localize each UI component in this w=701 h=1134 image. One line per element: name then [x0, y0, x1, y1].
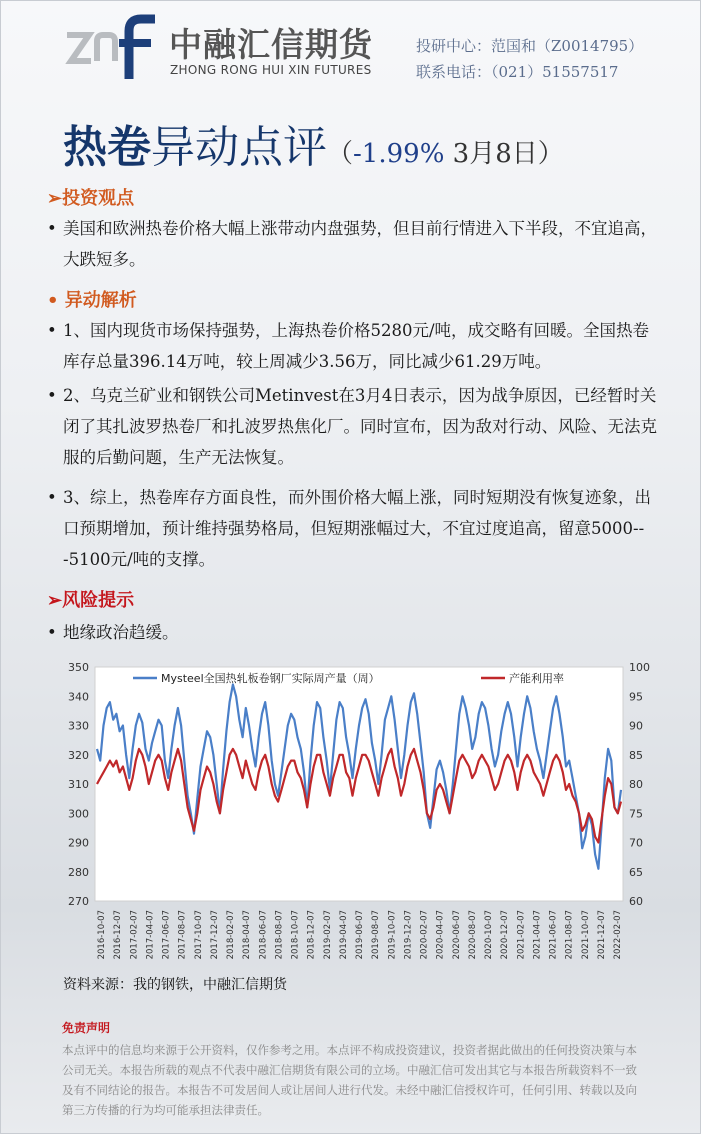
title-topic: 异动点评 — [151, 122, 327, 173]
analysis-item-2 — [47, 380, 657, 473]
analysis-item-1 — [47, 315, 657, 377]
x-tick-label: 2021-12-07 — [596, 910, 607, 960]
risk-text — [47, 617, 657, 648]
x-tick-label: 2021-10-07 — [580, 910, 591, 960]
y-right-tick-label: 100 — [629, 661, 650, 674]
x-tick-label: 2020-04-07 — [435, 910, 446, 960]
y-left-tick-label: 340 — [68, 690, 89, 704]
x-tick-label: 2019-04-07 — [338, 910, 349, 960]
x-tick-label: 2017-02-07 — [129, 910, 140, 960]
contact-phone: 联系电话：（021）51557517 — [416, 63, 619, 81]
title-open-paren: （ — [327, 139, 354, 169]
x-tick-label: 2021-02-07 — [516, 910, 527, 960]
legend-label: 产能利用率 — [509, 672, 564, 685]
x-tick-label: 2018-12-07 — [306, 910, 317, 960]
x-tick-label: 2017-06-07 — [161, 910, 172, 960]
company-logo — [63, 13, 163, 83]
y-left-tick-label: 280 — [68, 865, 89, 879]
disclaimer-title: 免责声明 — [62, 1021, 111, 1035]
x-tick-label: 2018-02-07 — [226, 910, 236, 960]
bullet-icon: • — [47, 219, 57, 238]
y-right-tick-label: 70 — [629, 836, 643, 850]
y-right-tick-label: 90 — [629, 719, 643, 733]
y-right-tick-label: 65 — [629, 865, 643, 879]
x-tick-label: 2020-12-07 — [500, 910, 511, 960]
arrow-bullet-icon: ➢ — [47, 590, 63, 611]
x-tick-label: 2021-04-07 — [532, 910, 543, 960]
x-tick-label: 2017-04-07 — [145, 910, 156, 960]
title-change: -1.99% — [353, 139, 445, 169]
investment-view-text — [47, 213, 657, 275]
x-tick-label: 2017-10-07 — [193, 910, 204, 960]
x-tick-label: 2020-02-07 — [419, 910, 430, 960]
logo-chinese-name: 中融汇信期货 — [169, 25, 373, 64]
y-left-tick-label: 270 — [68, 895, 89, 908]
bullet-icon: • — [47, 488, 57, 507]
y-right-tick-label: 75 — [629, 807, 643, 821]
y-right-tick-label: 95 — [629, 690, 643, 704]
page-title — [63, 111, 564, 175]
chart-canvas — [51, 653, 671, 963]
y-left-tick-label: 300 — [68, 807, 89, 821]
x-tick-label: 2016-10-07 — [97, 910, 107, 960]
x-tick-label: 2016-12-07 — [113, 910, 124, 960]
header — [1, 1, 701, 96]
x-tick-label: 2019-06-07 — [355, 910, 365, 960]
contact-analyst: 投研中心：范国和（Z0014795） — [416, 37, 644, 55]
production-chart — [51, 653, 671, 963]
x-tick-label: 2020-06-07 — [451, 910, 462, 960]
section-title: 风险提示 — [62, 590, 135, 611]
bullet-icon: • — [47, 321, 57, 340]
section-analysis — [47, 286, 137, 312]
x-tick-label: 2018-04-07 — [242, 910, 253, 960]
bullet-icon: • — [47, 290, 65, 311]
bullet-icon: • — [47, 623, 57, 642]
legend-label: Mysteel全国热轧板卷钢厂实际周产量（周） — [161, 672, 380, 685]
disclaimer-text: 本点评中的信息均来源于公开资料，仅作参考之用。本点评不构成投资建议，投资者据此做出的任何投资决策与本公司无关。本报告所载的观点不代表中融汇信期货有限公司的立场。中融汇信可发出其它与本报告所载资料不一致及有不同结论的报告。本报告不可发居间人或让居间人进行代发。未经中融汇信授权许可，任何引用、转载以及向第三方传播的行为均可能承担法律责任。 — [62, 1043, 637, 1117]
x-tick-label: 2018-10-07 — [290, 910, 301, 960]
y-right-tick-label: 80 — [629, 778, 643, 791]
x-tick-label: 2019-12-07 — [403, 910, 414, 960]
y-left-tick-label: 330 — [68, 719, 89, 733]
x-tick-label: 2022-02-07 — [613, 910, 623, 960]
chart-source: 资料来源：我的钢铁，中融汇信期货 — [63, 977, 287, 993]
arrow-bullet-icon: ➢ — [47, 188, 63, 209]
section-risk — [47, 586, 134, 612]
paragraph-text: 1、国内现货市场保持强势，上海热卷价格5280元/吨，成交略有回暖。全国热卷库存总量396.14万吨，较上周减少3.56万，同比减少61.29万吨。 — [63, 321, 650, 371]
y-left-tick-label: 320 — [68, 748, 89, 762]
x-tick-label: 2020-08-07 — [467, 910, 478, 960]
paragraph-text: 地缘政治趋缓。 — [63, 623, 179, 642]
paragraph-text: 3、综上，热卷库存方面良性，而外围价格大幅上涨，同时短期没有恢复迹象，出口预期增加，预计维持强势格局，但短期涨幅过大，不宜过度追高，留意5000---5100元/吨的支撑。 — [63, 488, 651, 569]
y-left-tick-label: 290 — [68, 836, 89, 850]
section-title: 投资观点 — [62, 188, 135, 209]
section-title: 异动解析 — [64, 290, 137, 311]
y-right-tick-label: 85 — [629, 748, 643, 762]
title-date: 3月8日 — [444, 139, 538, 169]
y-left-tick-label: 350 — [68, 661, 89, 674]
x-tick-label: 2018-06-07 — [258, 910, 269, 960]
plot-area — [95, 667, 623, 901]
x-tick-label: 2019-10-07 — [387, 910, 398, 960]
y-left-tick-label: 310 — [68, 778, 89, 791]
x-tick-label: 2017-08-07 — [177, 910, 188, 960]
x-tick-label: 2017-12-07 — [209, 910, 220, 960]
paragraph-text: 2、乌克兰矿业和钢铁公司Metinvest在3月4日表示，因为战争原因，已经暂时关闭了其扎波罗热卷厂和扎波罗热焦化厂。同时宣布，因为敌对行动、风险、无法克服的后勤问题，生产无法恢复。 — [63, 386, 657, 467]
bullet-icon: • — [47, 386, 57, 405]
paragraph-text: 美国和欧洲热卷价格大幅上涨带动内盘强势，但目前行情进入下半段，不宜追高，大跌短多。 — [63, 219, 657, 269]
contact-info — [416, 33, 643, 85]
section-investment-view — [47, 184, 134, 210]
logo-english-name: ZHONG RONG HUI XIN FUTURES — [170, 63, 372, 77]
x-tick-label: 2019-02-07 — [322, 910, 333, 960]
analysis-item-3 — [47, 482, 657, 575]
title-close-paren: ） — [537, 139, 564, 169]
x-tick-label: 2019-08-07 — [371, 910, 382, 960]
y-right-tick-label: 60 — [629, 895, 643, 908]
x-tick-label: 2020-10-07 — [484, 910, 494, 960]
x-tick-label: 2021-06-07 — [548, 910, 559, 960]
x-tick-label: 2018-08-07 — [274, 910, 285, 960]
x-tick-label: 2021-08-07 — [564, 910, 575, 960]
title-product: 热卷 — [63, 122, 151, 173]
